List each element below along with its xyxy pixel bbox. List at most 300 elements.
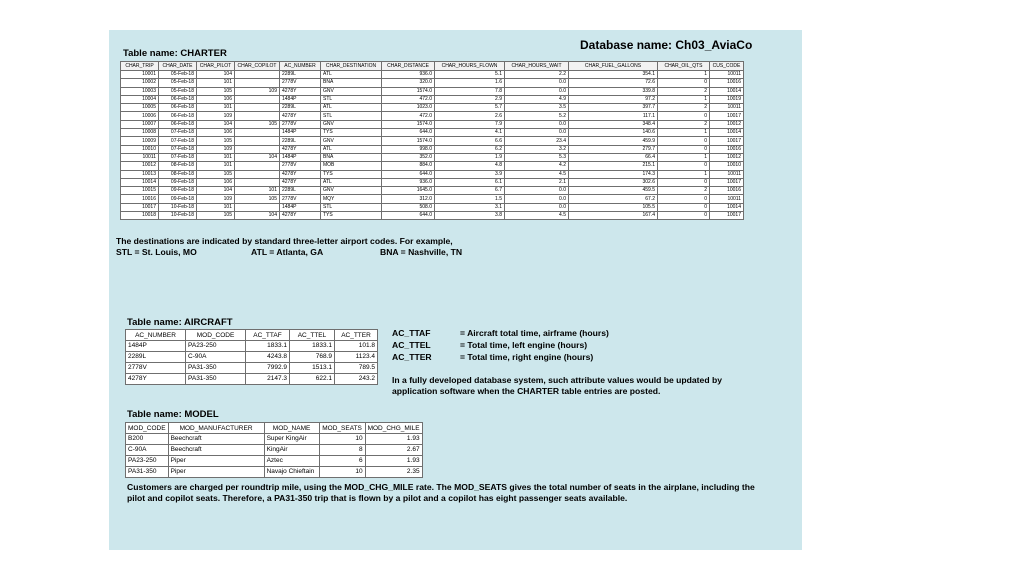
charter-table-row [121,153,744,161]
charter-table-cell: 472.0 [382,112,435,120]
charter-table-cell: 5.1 [435,71,505,79]
charter-table-cell [235,162,280,170]
legend-ttel [392,339,609,351]
charter-table-cell: BNA [321,153,382,161]
charter-table-cell: 10014 [710,203,744,211]
charter-table-cell: 998.0 [382,145,435,153]
charter-table-cell: 10014 [710,129,744,137]
charter-table-cell: 106 [197,178,235,186]
charter-table-cell [235,137,280,145]
charter-table-cell: 2.1 [505,178,569,186]
model-table-cell: Navajo Chieftain [264,467,319,478]
charter-table-cell: 4.1 [435,129,505,137]
charter-table-cell: 2 [658,120,710,128]
charter-table-cell: 0.0 [505,195,569,203]
charter-column-header: CHAR_COPILOT [235,62,280,71]
charter-table-cell: 1484P [280,129,321,137]
charter-table-cell: 0.0 [505,129,569,137]
charter-table-cell: 10017 [710,112,744,120]
charter-table-cell: 1.9 [435,153,505,161]
charter-column-header: CHAR_FUEL_GALLONS [569,62,658,71]
charter-table-cell: 23.4 [505,137,569,145]
charter-table-cell: 08-Feb-18 [159,170,197,178]
charter-table-cell: 459.9 [569,137,658,145]
charter-table-cell: 07-Feb-18 [159,145,197,153]
charter-table-cell: 10010 [710,162,744,170]
charter-table-cell: 4278Y [280,170,321,178]
model-table-cell: Piper [168,467,264,478]
charter-table-cell: 104 [235,153,280,161]
charter-table-cell: 06-Feb-18 [159,112,197,120]
charter-table-cell: 10016 [710,187,744,195]
model-table-cell: 2.35 [365,467,422,478]
aircraft-table-cell: 789.5 [335,363,378,374]
charter-table-cell: TYS [321,212,382,220]
aircraft-table-row [126,352,378,363]
charter-table-cell: 72.6 [569,79,658,87]
charter-table-cell: 10009 [121,137,159,145]
model-table-cell: 1.93 [365,456,422,467]
charter-table-cell: 3.2 [505,145,569,153]
stl-code-note: STL = St. Louis, MO [116,247,197,257]
destination-note-line: The destinations are indicated by standard three-letter airport codes. For example, [116,236,453,246]
charter-table-cell: 4.9 [505,95,569,103]
aircraft-column-header: AC_TTEL [290,330,335,341]
model-table-cell: PA31-350 [126,467,169,478]
model-table-cell: Aztec [264,456,319,467]
charter-table-cell: 101 [235,187,280,195]
charter-table-cell: 101 [197,153,235,161]
charter-table-cell: 4278Y [280,112,321,120]
charter-table-cell: 05-Feb-18 [159,71,197,79]
model-column-header: MOD_SEATS [319,423,365,434]
charter-table-cell: 09-Feb-18 [159,187,197,195]
model-table-row [126,434,423,445]
charter-table-cell: ATL [321,178,382,186]
charter-table-cell: 508.0 [382,203,435,211]
charter-table-cell: 10012 [121,162,159,170]
charter-table-row [121,170,744,178]
charter-table-row [121,120,744,128]
charter-table-cell [235,79,280,87]
model-table-cell: Super KingAir [264,434,319,445]
charter-table-cell: 2 [658,187,710,195]
model-table-row [126,445,423,456]
charter-table-cell: 0 [658,112,710,120]
charter-table-cell: 10010 [121,145,159,153]
charter-table-cell: 2778V [280,195,321,203]
charter-table-cell [235,129,280,137]
charter-table-cell: 4.2 [505,162,569,170]
aircraft-body [126,341,378,385]
charter-table-cell: 10-Feb-18 [159,203,197,211]
charter-table-cell: 104 [197,187,235,195]
charter-table-cell: 10016 [121,195,159,203]
charter-table-cell: 105 [197,87,235,95]
aircraft-column-header: AC_NUMBER [126,330,186,341]
charter-table-cell: 104 [235,212,280,220]
aircraft-table-cell: 2147.3 [246,374,290,385]
charter-column-header: CHAR_OIL_QTS [658,62,710,71]
aircraft-table-cell: 4278Y [126,374,186,385]
charter-table-cell: 10015 [121,187,159,195]
charter-table-cell: 312.0 [382,195,435,203]
charter-table-cell: 174.3 [569,170,658,178]
destination-note [116,236,716,258]
charter-table-cell: 6.1 [435,178,505,186]
charter-table-cell: 1484P [280,153,321,161]
charter-table-cell: 354.1 [569,71,658,79]
charter-column-header: CHAR_DATE [159,62,197,71]
charter-table-row [121,178,744,186]
aircraft-table-cell: PA23-250 [186,341,246,352]
charter-table-cell: 644.0 [382,170,435,178]
charter-table-cell: 936.0 [382,178,435,186]
aircraft-table-cell: 101.8 [335,341,378,352]
aircraft-header-row [126,330,378,341]
charter-table-cell: 10019 [710,95,744,103]
charter-table-cell: 1.6 [435,79,505,87]
charter-table-cell: 06-Feb-18 [159,120,197,128]
charter-table-cell: BNA [321,79,382,87]
charter-table-cell: 10007 [121,120,159,128]
charter-table-cell: 1 [658,129,710,137]
charter-table-cell: 0.0 [505,120,569,128]
charter-table-cell: 05-Feb-18 [159,87,197,95]
charter-table-cell: 117.1 [569,112,658,120]
model-table-title: Table name: MODEL [127,409,219,420]
charter-table-cell: 0 [658,137,710,145]
charter-table-cell: 2289L [280,104,321,112]
aircraft-table-cell: 2289L [126,352,186,363]
charter-table-cell: 5.3 [505,153,569,161]
aircraft-table-cell: 2778V [126,363,186,374]
charter-table-cell: 10011 [710,71,744,79]
atl-code-note: ATL = Atlanta, GA [251,247,324,257]
aircraft-table-cell: 1833.1 [290,341,335,352]
charter-table-cell: 0 [658,162,710,170]
charter-table-row [121,203,744,211]
model-column-header: MOD_MANUFACTURER [168,423,264,434]
charter-table-cell: 101 [197,79,235,87]
charter-table-cell: 105 [235,195,280,203]
charter-table-cell: 140.6 [569,129,658,137]
model-table-cell: 8 [319,445,365,456]
charter-table-cell: TYS [321,170,382,178]
legend-ttaf [392,327,609,339]
model-header-row [126,423,423,434]
charter-table-cell: 109 [197,112,235,120]
aircraft-table-cell: 622.1 [290,374,335,385]
charter-table-cell: 105 [197,170,235,178]
charter-table-cell: 352.0 [382,153,435,161]
database-name: Database name: Ch03_AviaCo [580,38,753,52]
charter-table-cell: 109 [197,195,235,203]
charter-table-row [121,95,744,103]
charter-table-cell: 320.0 [382,79,435,87]
charter-table-cell: 10018 [121,212,159,220]
charter-table-cell: 1574.0 [382,120,435,128]
charter-table-cell: 66.4 [569,153,658,161]
charter-table-cell: 10008 [121,129,159,137]
charter-table-cell: 1.5 [435,195,505,203]
charter-table-cell [235,203,280,211]
charter-table-cell: 0.0 [505,79,569,87]
model-table-cell: C-90A [126,445,169,456]
aircraft-table-cell: C-90A [186,352,246,363]
charter-table-cell [235,71,280,79]
charter-table-cell: 4.5 [505,170,569,178]
charter-table-cell: 10012 [710,120,744,128]
charter-table-cell: 10014 [121,178,159,186]
charter-table-cell: 1 [658,153,710,161]
charter-table-cell: 07-Feb-18 [159,129,197,137]
charter-column-header: CHAR_DISTANCE [382,62,435,71]
charter-table-row [121,71,744,79]
charter-table-cell: 1 [658,71,710,79]
model-table-cell: PA23-250 [126,456,169,467]
charter-column-header: CHAR_HOURS_WAIT [505,62,569,71]
aircraft-table-title: Table name: AIRCRAFT [127,317,233,328]
charter-column-header: CHAR_PILOT [197,62,235,71]
model-table-cell: Beechcraft [168,445,264,456]
charter-table-cell: ATL [321,145,382,153]
charter-table-cell: 4278Y [280,212,321,220]
aircraft-note: In a fully developed database system, such attribute values would be updated by application software when the CHARTER table entries are posted. [392,375,722,396]
charter-table-cell: 5.7 [435,104,505,112]
charter-table-cell: 0.0 [505,87,569,95]
charter-table-cell: 0.0 [505,203,569,211]
charter-table-cell: 0 [658,145,710,153]
charter-table-row [121,212,744,220]
charter-table-cell: 10011 [121,153,159,161]
aircraft-table-cell: 4243.8 [246,352,290,363]
charter-table-cell: MOB [321,162,382,170]
charter-table [120,61,744,220]
charter-table-cell: STL [321,203,382,211]
charter-table-row [121,137,744,145]
charter-table-cell: 07-Feb-18 [159,153,197,161]
charter-table-row [121,104,744,112]
charter-table-cell: 2.6 [435,112,505,120]
charter-table-cell: 4278Y [280,145,321,153]
aircraft-column-header: AC_TTER [335,330,378,341]
charter-column-header: CHAR_TRIP [121,62,159,71]
charter-table-cell: 2289L [280,71,321,79]
charter-table-cell: 339.8 [569,87,658,95]
legend-desc: = Total time, left engine (hours) [460,340,588,350]
charter-table-cell: 09-Feb-18 [159,195,197,203]
charter-table-cell: 302.6 [569,178,658,186]
model-table-cell: 6 [319,456,365,467]
charter-header-row [121,62,744,71]
charter-column-header: CHAR_DESTINATION [321,62,382,71]
charter-table-cell: 2 [658,104,710,112]
aircraft-table-cell: 1833.1 [246,341,290,352]
charter-table-cell: 10017 [121,203,159,211]
charter-table-row [121,87,744,95]
charter-table-cell: 105 [197,212,235,220]
charter-table-cell: 106 [197,129,235,137]
charter-table-cell: 6.6 [435,137,505,145]
charter-table-cell: 3.5 [505,104,569,112]
charter-table-cell: 167.4 [569,212,658,220]
charter-table-cell: 2289L [280,187,321,195]
charter-table-cell: 1484P [280,203,321,211]
charter-table-cell: 104 [197,71,235,79]
charter-table-cell: 279.7 [569,145,658,153]
charter-table-cell: 05-Feb-18 [159,79,197,87]
charter-table-cell: 2289L [280,137,321,145]
charter-table-cell: 2778V [280,162,321,170]
charter-table-cell: 2 [658,87,710,95]
charter-table-cell: MQY [321,195,382,203]
charter-table-cell: GNV [321,120,382,128]
charter-table-cell: 10011 [710,104,744,112]
charter-table-cell: 07-Feb-18 [159,137,197,145]
charter-table-cell: 67.2 [569,195,658,203]
charter-table-cell: GNV [321,187,382,195]
model-table-cell: KingAir [264,445,319,456]
charter-table-cell: 6.7 [435,187,505,195]
charter-table-cell: 104 [197,120,235,128]
charter-table-cell: 101 [197,203,235,211]
model-table-cell: 1.93 [365,434,422,445]
charter-table-cell: 5.2 [505,112,569,120]
model-table [125,422,423,478]
legend-code: AC_TTEL [392,340,431,350]
model-note: Customers are charged per roundtrip mile, using the MOD_CHG_MILE rate. The MOD_SEATS gives the total number of seats in the airplane, including the pilot and copilot seats. Therefore, a PA31-350 trip that is flown by a pilot and a copilot has eight passenger seats available. [127,482,755,503]
charter-table-cell [235,170,280,178]
charter-table-row [121,129,744,137]
charter-table-cell: 10006 [121,112,159,120]
charter-table-row [121,79,744,87]
charter-table-cell: 10003 [121,87,159,95]
charter-table-cell: GNV [321,87,382,95]
model-table-row [126,456,423,467]
aircraft-table-row [126,363,378,374]
charter-table-cell: 10005 [121,104,159,112]
charter-table-cell: 10001 [121,71,159,79]
charter-table-cell: 10011 [710,195,744,203]
aircraft-table-cell: 768.9 [290,352,335,363]
charter-table-cell [235,95,280,103]
charter-table-cell: ATL [321,104,382,112]
charter-table-row [121,195,744,203]
model-table-cell: 10 [319,434,365,445]
model-body [126,434,423,478]
charter-table-cell: 105 [197,137,235,145]
charter-table-cell: 10012 [710,153,744,161]
content-panel [109,30,802,550]
charter-table-cell: 936.0 [382,71,435,79]
charter-table-cell: 4278Y [280,178,321,186]
aircraft-table [125,329,378,385]
charter-table-cell: 08-Feb-18 [159,162,197,170]
charter-table-cell: 06-Feb-18 [159,95,197,103]
charter-table-cell: 10004 [121,95,159,103]
charter-table-cell: 1 [658,170,710,178]
charter-table-cell: 105 [235,120,280,128]
charter-table-title: Table name: CHARTER [123,48,227,59]
charter-table-cell: 4.8 [435,162,505,170]
charter-table-cell: 10017 [710,137,744,145]
model-table-cell: 10 [319,467,365,478]
charter-table-cell: 1023.0 [382,104,435,112]
charter-table-cell [235,145,280,153]
charter-table-cell: 10014 [710,87,744,95]
charter-table-cell: 10011 [710,170,744,178]
charter-table-cell: 10002 [121,79,159,87]
charter-table-cell: 106 [197,95,235,103]
charter-table-cell: 459.5 [569,187,658,195]
charter-table-cell: 10016 [710,145,744,153]
charter-table-cell: 97.2 [569,95,658,103]
charter-table-cell: 3.9 [435,170,505,178]
charter-table-cell: 2778V [280,79,321,87]
model-table-cell: Piper [168,456,264,467]
charter-table-cell: 101 [197,104,235,112]
legend-tter [392,351,609,363]
model-table-cell: Beechcraft [168,434,264,445]
charter-table-cell: 105.5 [569,203,658,211]
charter-table-row [121,112,744,120]
charter-table-cell: 101 [197,162,235,170]
aircraft-column-header: MOD_CODE [186,330,246,341]
charter-table-cell: 1645.0 [382,187,435,195]
charter-column-header: AC_NUMBER [280,62,321,71]
bna-code-note: BNA = Nashville, TN [380,247,463,257]
aircraft-table-cell: PA31-350 [186,374,246,385]
model-table-cell: 2.67 [365,445,422,456]
charter-table-cell [235,112,280,120]
aircraft-table-cell: 1484P [126,341,186,352]
aircraft-table-cell: 1513.1 [290,363,335,374]
legend-code: AC_TTER [392,352,432,362]
charter-table-cell: 0.0 [505,187,569,195]
charter-table-cell: 10013 [121,170,159,178]
charter-table-cell: ATL [321,71,382,79]
legend-desc: = Aircraft total time, airframe (hours) [460,328,609,338]
charter-table-cell: 0 [658,195,710,203]
charter-table-cell: 3.8 [435,212,505,220]
charter-table-cell: 4278Y [280,87,321,95]
aircraft-table-cell: 243.2 [335,374,378,385]
charter-table-cell: 644.0 [382,129,435,137]
aircraft-column-header: AC_TTAF [246,330,290,341]
charter-table-cell: 348.4 [569,120,658,128]
legend-desc: = Total time, right engine (hours) [460,352,594,362]
charter-table-cell: 10-Feb-18 [159,212,197,220]
charter-table-cell [235,178,280,186]
charter-table-cell: 2.2 [505,71,569,79]
charter-table-cell: 1574.0 [382,137,435,145]
aircraft-legend [392,327,609,363]
charter-table-row [121,145,744,153]
charter-table-cell: 0 [658,178,710,186]
model-column-header: MOD_CHG_MILE [365,423,422,434]
charter-body [121,71,744,220]
charter-table-cell: 1574.0 [382,87,435,95]
charter-table-row [121,187,744,195]
aircraft-table-row [126,341,378,352]
charter-table-cell: 7.9 [435,120,505,128]
charter-table-cell: 4.5 [505,212,569,220]
charter-table-cell: 0 [658,203,710,211]
charter-table-cell: STL [321,112,382,120]
charter-table-cell: 644.0 [382,212,435,220]
aircraft-table-row [126,374,378,385]
